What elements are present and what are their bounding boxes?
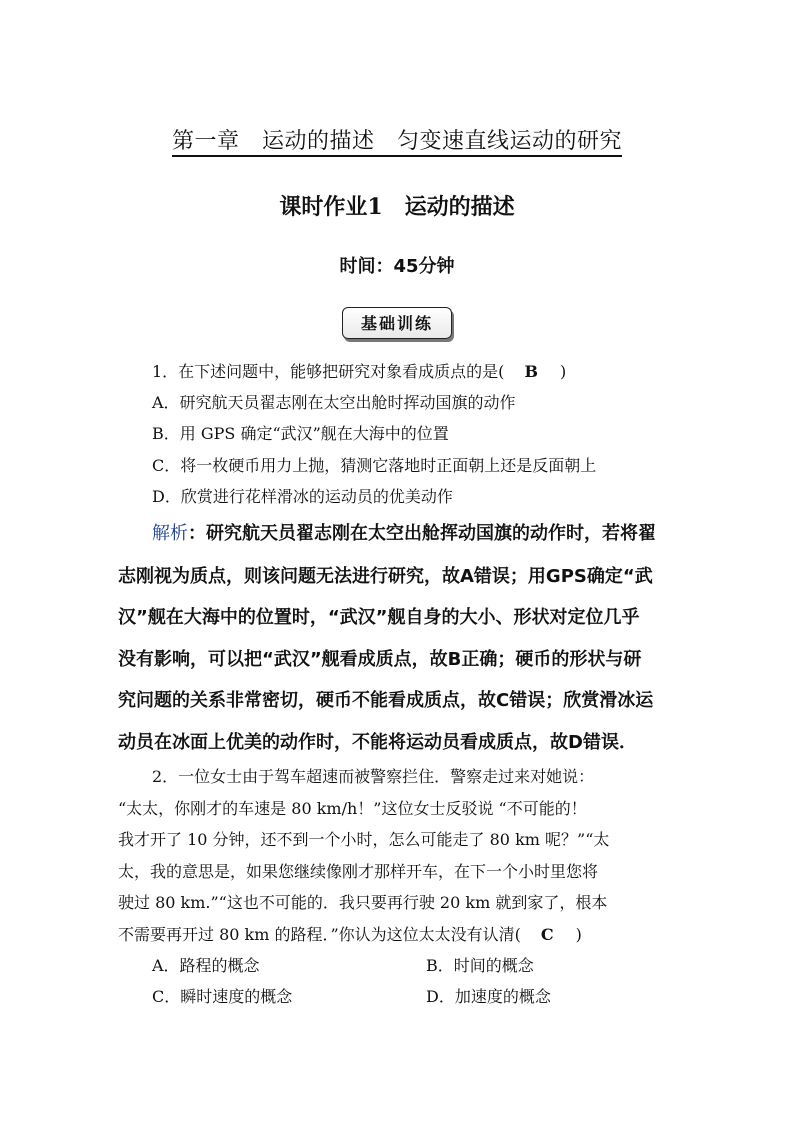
q2-last-line-text: 不需要再开过 80 km 的路程．”你认为这位太太没有认清( bbox=[118, 925, 521, 944]
q2-answer: C bbox=[540, 925, 554, 944]
q1-option-a: A．研究航天员翟志刚在太空出舱时挥动国旗的动作 bbox=[152, 393, 516, 412]
solution-label: 解析 bbox=[152, 523, 188, 544]
q1-close-paren: ) bbox=[559, 362, 567, 381]
q2-stem-line-6 bbox=[118, 924, 582, 946]
q1-solution-line-1 bbox=[152, 522, 656, 546]
q1-solution-line-4: 没有影响，可以把“武汉”舰看成质点，故B正确；硬币的形状与研 bbox=[118, 649, 642, 670]
section-badge-wrap bbox=[0, 307, 794, 339]
q1-solution-line-2: 志刚视为质点，则该问题无法进行研究，故A错误；用GPS确定“武 bbox=[118, 566, 653, 587]
section-badge: 基础训练 bbox=[342, 307, 452, 339]
q2-close-paren: ) bbox=[575, 925, 582, 944]
q2-option-b: B．时间的概念 bbox=[426, 956, 534, 975]
chapter-title-text: 第一章 运动的描述 匀变速直线运动的研究 bbox=[172, 129, 622, 157]
q2-option-c: C．瞬时速度的概念 bbox=[152, 987, 293, 1006]
q1-solution-line-3: 汉”舰在大海中的位置时，“武汉”舰自身的大小、形状对定位几乎 bbox=[118, 607, 640, 628]
q1-answer: B bbox=[524, 362, 538, 381]
q2-stem-line-1: 2．一位女士由于驾车超速而被警察拦住．警察走过来对她说： bbox=[152, 767, 595, 786]
solution-line-1-text: ：研究航天员翟志刚在太空出舱挥动国旗的动作时，若将翟 bbox=[188, 523, 656, 544]
q1-option-b: B．用 GPS 确定“武汉”舰在大海中的位置 bbox=[152, 424, 449, 443]
q1-option-c: C．将一枚硬币用力上抛，猜测它落地时正面朝上还是反面朝上 bbox=[152, 456, 597, 475]
q2-stem-line-5: 驶过 80 km.”“这也不可能的．我只要再行驶 20 km 就到家了，根本 bbox=[118, 893, 608, 912]
time-limit: 时间：45分钟 bbox=[339, 256, 455, 277]
q1-stem bbox=[152, 361, 566, 383]
q2-option-d: D．加速度的概念 bbox=[426, 987, 551, 1006]
q1-solution-line-6: 动员在冰面上优美的动作时，不能将运动员看成质点，故D错误． bbox=[118, 732, 637, 753]
q2-stem-line-2: “太太，你刚才的车速是 80 km/h！”这位女士反驳说 “不可能的！ bbox=[118, 799, 587, 818]
q2-stem-line-3: 我才开了 10 分钟，还不到一个小时，怎么可能走了 80 km 呢？”“太 bbox=[118, 830, 610, 849]
chapter-title bbox=[0, 124, 794, 155]
q1-stem-text: 1．在下述问题中，能够把研究对象看成质点的是( bbox=[152, 362, 505, 381]
q2-stem-line-4: 太，我的意思是，如果您继续像刚才那样开车，在下一个小时里您将 bbox=[118, 862, 599, 881]
lesson-title: 课时作业1 运动的描述 bbox=[279, 194, 515, 220]
q1-option-d: D．欣赏进行花样滑冰的运动员的优美动作 bbox=[152, 487, 453, 506]
q2-option-a: A．路程的概念 bbox=[152, 956, 260, 975]
q1-solution-line-5: 究问题的关系非常密切，硬币不能看成质点，故C错误；欣赏滑冰运 bbox=[118, 690, 654, 711]
